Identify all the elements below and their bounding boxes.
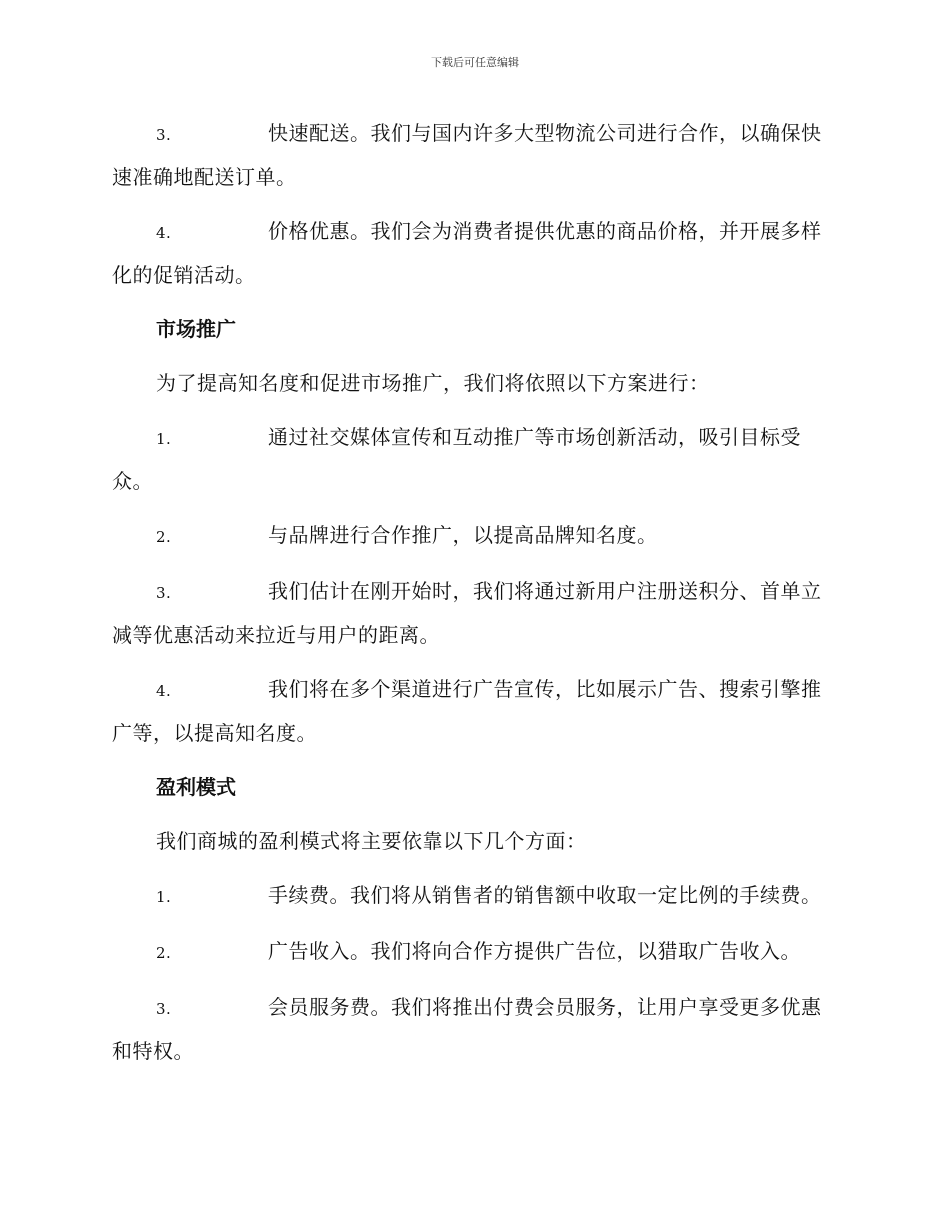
list-text: 我们估计在刚开始时，我们将通过新用户注册送积分、首单立减等优惠活动来拉近与用户的距离。 <box>112 579 822 647</box>
document-body <box>112 112 834 1084</box>
list-number: 4. <box>156 682 172 700</box>
list-number: 3. <box>156 584 172 602</box>
list-item <box>112 986 834 1072</box>
list-item <box>112 112 834 198</box>
section-intro-marketing: 为了提高知名度和促进市场推广，我们将依照以下方案进行： <box>156 371 710 395</box>
section-intro-profit: 我们商城的盈利模式将主要依靠以下几个方面： <box>156 829 587 853</box>
list-text: 我们将在多个渠道进行广告宣传，比如展示广告、搜索引擎推广等，以提高知名度。 <box>112 677 822 745</box>
list-number: 3. <box>156 1000 172 1018</box>
list-item <box>112 514 834 558</box>
list-text: 会员服务费。我们将推出付费会员服务，让用户享受更多优惠和特权。 <box>112 995 822 1063</box>
list-text: 快速配送。我们与国内许多大型物流公司进行合作，以确保快速准确地配送订单。 <box>112 121 822 189</box>
section-heading-profit: 盈利模式 <box>156 775 236 799</box>
list-text: 通过社交媒体宣传和互动推广等市场创新活动，吸引目标受众。 <box>112 425 801 493</box>
list-text: 手续费。我们将从销售者的销售额中收取一定比例的手续费。 <box>268 883 822 907</box>
list-text: 广告收入。我们将向合作方提供广告位，以猎取广告收入。 <box>268 939 801 963</box>
list-item <box>112 668 834 754</box>
list-number: 2. <box>156 944 172 962</box>
list-item <box>112 874 834 918</box>
list-item <box>112 210 834 296</box>
list-number: 2. <box>156 528 172 546</box>
section-heading-marketing: 市场推广 <box>156 317 236 341</box>
header-note: 下载后可任意编辑 <box>431 56 519 69</box>
list-number: 4. <box>156 224 172 242</box>
list-number: 1. <box>156 888 172 906</box>
list-item <box>112 416 834 502</box>
list-item <box>112 930 834 974</box>
list-text: 价格优惠。我们会为消费者提供优惠的商品价格，并开展多样化的促销活动。 <box>112 219 822 287</box>
list-item <box>112 570 834 656</box>
list-text: 与品牌进行合作推广，以提高品牌知名度。 <box>268 523 658 547</box>
list-number: 1. <box>156 430 172 448</box>
list-number: 3. <box>156 126 172 144</box>
